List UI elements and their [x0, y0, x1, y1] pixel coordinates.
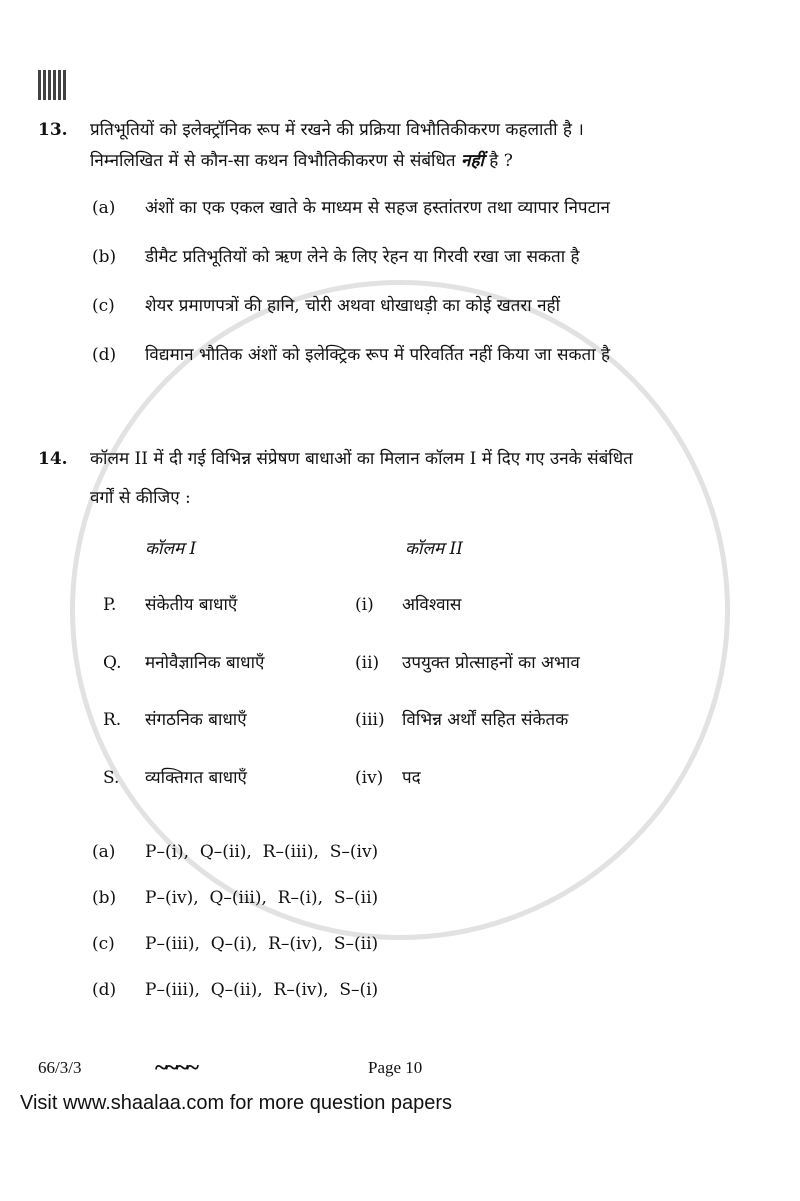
- option-text: P–(i), Q–(ii), R–(iii), S–(iv): [145, 842, 379, 862]
- page-footer: [0, 1045, 800, 1091]
- paper-code: 66/3/3: [38, 1058, 82, 1077]
- q13-line1: प्रतिभूतियों को इलेक्ट्रॉनिक रूप में रखने की प्रक्रिया विभौतिकीकरण कहलाती है ।: [90, 120, 584, 140]
- row-roman: (ii): [355, 652, 380, 673]
- question-14: [0, 440, 692, 518]
- page-number: Page 10: [368, 1058, 423, 1077]
- row-roman: (i): [355, 595, 374, 615]
- option-text: अंशों का एक एकल खाते के माध्यम से सहज हस्तांतरण तथा व्यापार निपटान: [145, 198, 610, 218]
- q14-option-c: [0, 932, 730, 978]
- row-letter: P.: [103, 595, 117, 615]
- match-row: [0, 593, 730, 651]
- option-text: P–(iii), Q–(ii), R–(iv), S–(i): [145, 980, 379, 1000]
- option-label: (b): [92, 888, 117, 908]
- q13-option-c: [0, 294, 730, 343]
- visit-link[interactable]: Visit www.shaalaa.com for more question papers: [20, 1092, 453, 1114]
- row-roman: (iv): [355, 767, 384, 788]
- q13-options: [0, 196, 800, 392]
- q14-option-d: [0, 978, 730, 1024]
- exam-page: [0, 70, 800, 1115]
- footer-squiggle: ~~~~: [155, 1054, 197, 1081]
- q14-option-b: [0, 886, 730, 932]
- q13-line2: [90, 146, 692, 177]
- row-roman: (iii): [355, 710, 385, 730]
- q14-line1: कॉलम II में दी गई विभिन्न संप्रेषण बाधाओं का मिलान कॉलम I में दिए गए उनके संबंधित: [90, 449, 633, 469]
- row-right: पद: [402, 767, 421, 788]
- column-headers: [0, 537, 800, 593]
- q13-option-a: [0, 196, 730, 245]
- option-text: P–(iv), Q–(iii), R–(i), S–(ii): [145, 888, 379, 908]
- option-text: डीमैट प्रतिभूतियों को ऋण लेने के लिए रेहन या गिरवी रखा जा सकता है: [145, 247, 580, 267]
- option-label: (a): [92, 198, 116, 218]
- q13-option-d: [0, 343, 730, 392]
- q13-emphasis: नहीं: [461, 151, 484, 171]
- qr-code-icon: [38, 70, 68, 100]
- column1-header: कॉलम I: [145, 539, 197, 559]
- q13-line2-text: निम्नलिखित में से कौन-सा कथन विभौतिकीकरण से संबंधित: [90, 151, 462, 171]
- option-label: (a): [92, 842, 116, 862]
- row-letter: S.: [103, 767, 120, 788]
- row-left: संगठनिक बाधाएँ: [145, 710, 247, 730]
- q13-number: 13.: [38, 120, 68, 140]
- q13-line2-end: है ?: [483, 151, 513, 171]
- question-13: [0, 115, 692, 177]
- option-text: विद्यमान भौतिक अंशों को इलेक्ट्रिक रूप में परिवर्तित नहीं किया जा सकता है: [145, 345, 611, 365]
- row-left: व्यक्तिगत बाधाएँ: [145, 767, 247, 788]
- row-letter: R.: [103, 710, 122, 730]
- option-label: (d): [92, 345, 117, 365]
- match-row: [0, 651, 730, 709]
- option-label: (b): [92, 247, 117, 267]
- row-letter: Q.: [103, 652, 122, 673]
- row-right: विभिन्न अर्थों सहित संकेतक: [402, 710, 569, 730]
- row-left: मनोवैज्ञानिक बाधाएँ: [145, 652, 265, 673]
- row-right: उपयुक्त प्रोत्साहनों का अभाव: [402, 652, 580, 673]
- match-row: [0, 708, 730, 766]
- row-right: अविश्वास: [402, 595, 462, 615]
- q14-line2: वर्गों से कीजिए :: [90, 488, 191, 508]
- row-left: संकेतीय बाधाएँ: [145, 595, 238, 615]
- q14-option-a: [0, 840, 730, 886]
- option-label: (c): [92, 296, 115, 316]
- column2-header: कॉलम II: [405, 539, 463, 559]
- q14-number: 14.: [38, 449, 68, 469]
- match-row: [0, 766, 730, 824]
- q13-option-b: [0, 245, 730, 294]
- option-text: P–(iii), Q–(i), R–(iv), S–(ii): [145, 934, 379, 954]
- q14-options: [0, 840, 800, 1024]
- option-label: (d): [92, 980, 117, 1000]
- option-text: शेयर प्रमाणपत्रों की हानि, चोरी अथवा धोखाधड़ी का कोई खतरा नहीं: [145, 296, 560, 316]
- option-label: (c): [92, 934, 115, 954]
